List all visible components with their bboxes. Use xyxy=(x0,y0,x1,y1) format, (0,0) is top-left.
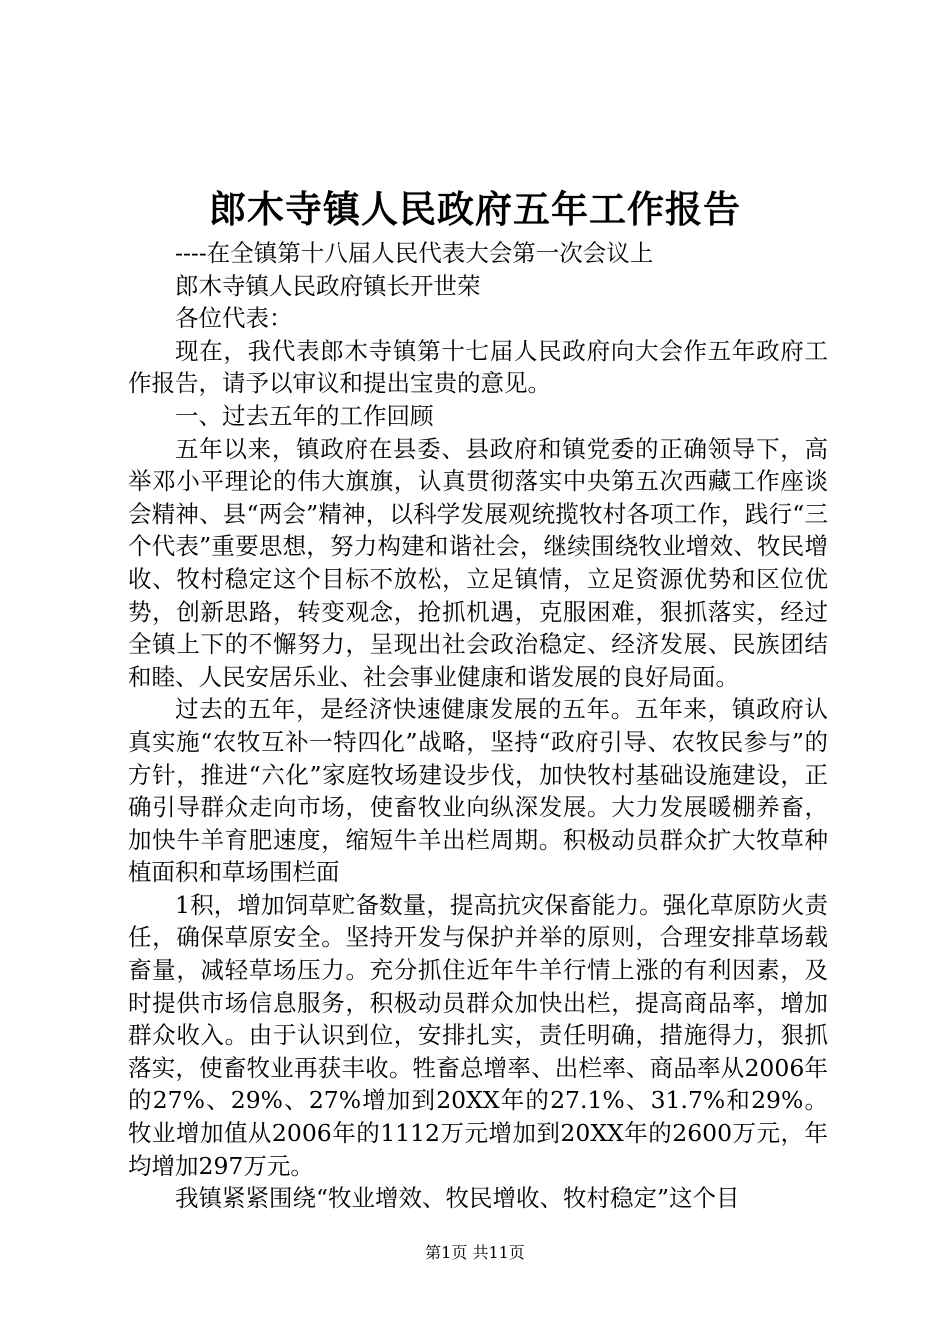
salutation-line: 各位代表： xyxy=(175,304,293,333)
page-number-footer: 第1页 共11页 xyxy=(425,1243,525,1262)
paragraph-grassland: 1积，增加饲草贮备数量，提高抗灾保畜能力。强化草原防火责任，确保草原安全。坚持开发与保护并举的原则，合理安排草场载畜量，减轻草场压力。充分抓住近年牛羊行情上涨的有利因素，及时提供市场信息服务，积极动员群众加快出栏，提高商品率，增加群众收入。由于认识到位，安排扎实，责任明确，措施得力，狠抓落实，使畜牧业再获丰收。牲畜总增率、出栏率、商品率从2006年的27%、29%、27%增加到20XX年的27.1%、31.7%和29%。牧业增加值从2006年的1112万元增加到20XX年的2600万元，年均增加297万元。 xyxy=(128,890,828,1180)
subtitle-line: ----在全镇第十八届人民代表大会第一次会议上 xyxy=(175,239,654,267)
document-title: 郎木寺镇人民政府五年工作报告 xyxy=(209,187,741,231)
paragraph-intro: 现在，我代表郎木寺镇第十七届人民政府向大会作五年政府工作报告，请予以审议和提出宝贵的意见。 xyxy=(128,336,828,398)
paragraph-continuation: 我镇紧紧围绕“牧业增效、牧民增收、牧村稳定”这个目 xyxy=(175,1184,740,1213)
section-heading: 一、过去五年的工作回顾 xyxy=(175,401,434,430)
paragraph-economy: 过去的五年，是经济快速健康发展的五年。五年来，镇政府认真实施“农牧互补一特四化”战略，坚持“政府引导、农牧民参与”的方针，推进“六化”家庭牧场建设步伐，加快牧村基础设施建设，正确引导群众走向市场，使畜牧业向纵深发展。大力发展暖棚养畜，加快牛羊育肥速度，缩短牛羊出栏周期。积极动员群众扩大牧草种植面积和草场围栏面 xyxy=(128,695,828,887)
paragraph-review: 五年以来，镇政府在县委、县政府和镇党委的正确领导下，高举邓小平理论的伟大旗旗，认真贯彻落实中央第五次西藏工作座谈会精神、县“两会”精神，以科学发展观统揽牧村各项工作，践行“三个代表”重要思想，努力构建和谐社会，继续围绕牧业增效、牧民增收、牧村稳定这个目标不放松，立足镇情，立足资源优势和区位优势，创新思路，转变观念，抢抓机遇，克服困难，狠抓落实，经过全镇上下的不懈努力，呈现出社会政治稳定、经济发展、民族团结和睦、人民安居乐业、社会事业健康和谐发展的良好局面。 xyxy=(128,434,828,691)
speaker-line: 郎木寺镇人民政府镇长开世荣 xyxy=(175,271,481,300)
document-body xyxy=(128,237,828,1215)
